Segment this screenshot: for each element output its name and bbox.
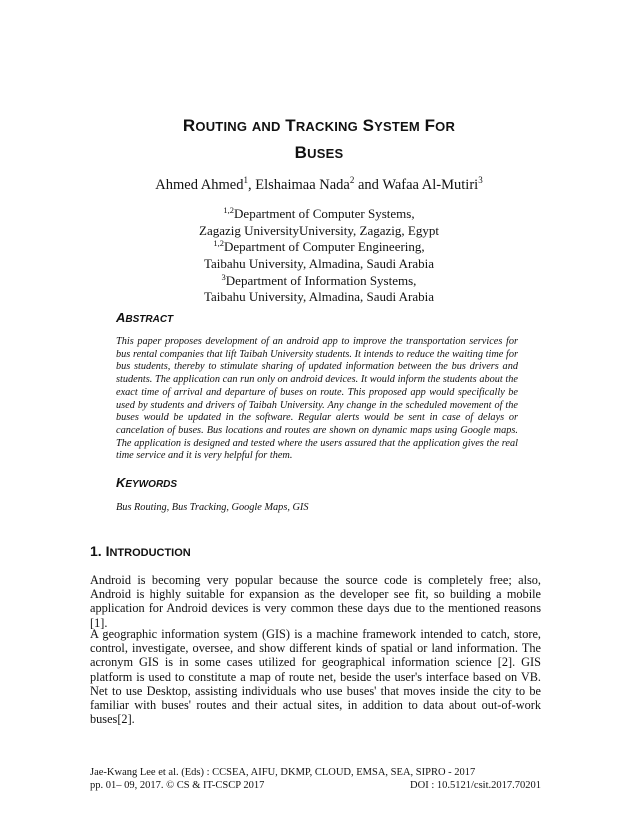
affiliation-line: $^3$Department of Information Systems, [221, 272, 417, 288]
affiliation-line: $^{1,2}$Department of Computer Engineering, [213, 238, 425, 254]
title-word: SYSTEM [362, 116, 420, 135]
author-name: Wafaa Al-Mutiri [382, 177, 479, 193]
affiliation-line: Taibahu University, Almadina, Saudi Arabia [203, 289, 435, 304]
title-word: ROUTING [182, 116, 248, 135]
paper-title-line-1 [0, 116, 638, 136]
affiliation-line: Taibahu University, Almadina, Saudi Arabia [203, 256, 435, 271]
affiliation-line: $^{1,2}$Department of Computer Systems, [223, 205, 415, 221]
abstract-heading: ABSTRACT [116, 310, 174, 325]
author-separator: and [354, 177, 383, 193]
title-word: AND [251, 119, 281, 134]
author-affil-mark: 1 [243, 175, 248, 185]
title-word: BUSES [294, 143, 344, 162]
title-word: TRACKING [285, 116, 358, 135]
keywords-text: Bus Routing, Bus Tracking, Google Maps, GIS [116, 502, 309, 513]
author-name: Elshaimaa Nada [255, 177, 350, 193]
author-affil-mark: 3 [478, 175, 483, 185]
body-paragraph: Android is becoming very popular because the source code is completely free; also, Android is highly suitable for expansion as the developer see fit, so building a mobile application for Android devices is very common these days due to the mentioned reasons [1]. [90, 573, 541, 630]
footer-pages [90, 780, 541, 791]
introduction-heading: 1. INTRODUCTION [90, 543, 191, 559]
abstract-text: This paper proposes development of an android app to improve the transportation services for bus rental companies that lift Taibah University students. It intends to reduce the waiting time for bus students, thereby to stimulate sharing of updated information between the bus drivers and students. The application can run only on android devices. It would inform the students about the exact time of arrival and departure of buses on route. This proposed app would specifically be used by students and drivers of Taibah University. Any change in the scheduled movement of the buses would be updated in the software. Regular alerts would be sent in case of delays or cancelation of buses. Bus locations and routes are shown on dynamic maps using Google maps. The application is designed and tested where the users assured that the application gives the real time service and it is very helpful for them. [116, 336, 518, 462]
body-paragraph: A geographic information system (GIS) is a machine framework intended to catch, store, control, investigate, oversee, and show different kinds of spatial or land information. The acronym GIS is in some cases utilized for geographical information science [2]. GIS platform is used to constitute a map of route net, beside the user's interface based on VB. Net to use Desktop, assisting individuals who use buses' that moves inside the city to be familiar with buses' routes and their actual sites, in addition to data about out-of-work buses[2]. [90, 627, 541, 727]
affiliation-line: Zagazig UniversityUniversity, Zagazig, Egypt [199, 223, 439, 238]
title-word: FOR [424, 116, 456, 135]
footer-citation: Jae-Kwang Lee et al. (Eds) : CCSEA, AIFU, DKMP, CLOUD, EMSA, SEA, SIPRO - 2017 [90, 767, 476, 778]
author-list [0, 177, 638, 194]
author-name: Ahmed Ahmed [155, 177, 244, 193]
footer-doi: DOI : 10.5121/csit.2017.70201 [410, 780, 541, 791]
author-separator: , [248, 177, 256, 193]
paper-title-line-2 [0, 143, 638, 163]
keywords-heading: KEYWORDS [116, 475, 178, 490]
footer-page-range: pp. 01– 09, 2017. © CS & IT-CSCP 2017 [90, 780, 265, 791]
author-affil-mark: 2 [349, 175, 355, 185]
